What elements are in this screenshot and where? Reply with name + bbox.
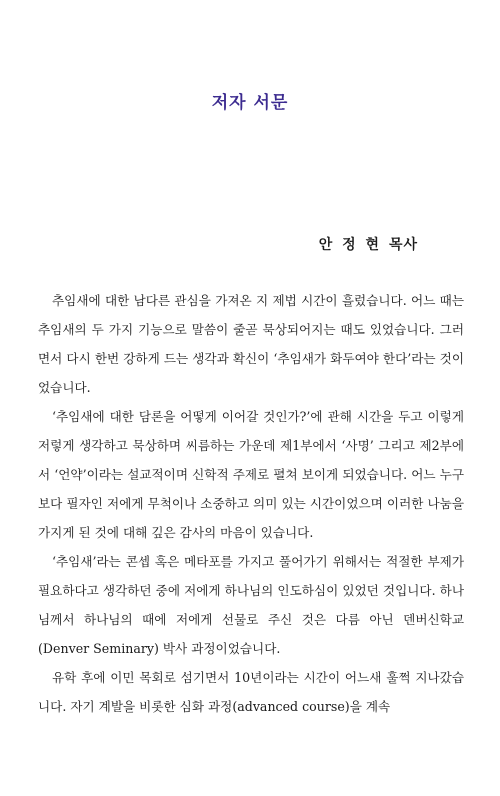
page-title: 저자 서문 — [211, 93, 289, 113]
paragraph-4: 유학 후에 이민 목회로 섬기면서 10년이라는 시간이 어느새 훌쩍 지나갔습니다. 자기 계발을 비롯한 심화 과정(advanced course)을 계속 — [38, 670, 464, 714]
paragraph-3: ‘추임새’라는 콘셉 혹은 메타포를 가지고 풀어가기 위해서는 적절한 부제가 필요하다고 생각하던 중에 저에게 하나님의 인도하심이 있었던 것입니다. 하나님께서 하나님의 때에 저에게 선물로 주신 것은 다름 아닌 덴버신학교(Denver Seminary) 박사 과정이었습니다. — [38, 554, 464, 656]
paragraph-1: 추임새에 대한 남다른 관심을 가져온 지 제법 시간이 흘렀습니다. 어느 때는 추임새의 두 가지 기능으로 말씀이 줄곧 묵상되어지는 때도 있었습니다. 그러면서 다시 한번 강하게 드는 생각과 확신이 ‘추임새가 화두여야 한다’라는 것이었습니다. — [38, 293, 464, 395]
author-name: 안 정 현 목사 — [318, 237, 418, 253]
paragraph-2: ‘추임새에 대한 담론을 어떻게 이어갈 것인가?’에 관해 시간을 두고 이렇게 저렇게 생각하고 묵상하며 씨름하는 가운데 제1부에서 ‘사명’ 그리고 제2부에서 ‘언약’이라는 설교적이며 신학적 주제로 펼쳐 보이게 되었습니다. 어느 누구보다 필자인 저에게 무척이나 소중하고 의미 있는 시간이었으며 이러한 나눔을 가지게 된 것에 대해 깊은 감사의 마음이 있습니다. — [38, 409, 464, 540]
preface-body — [38, 286, 464, 721]
